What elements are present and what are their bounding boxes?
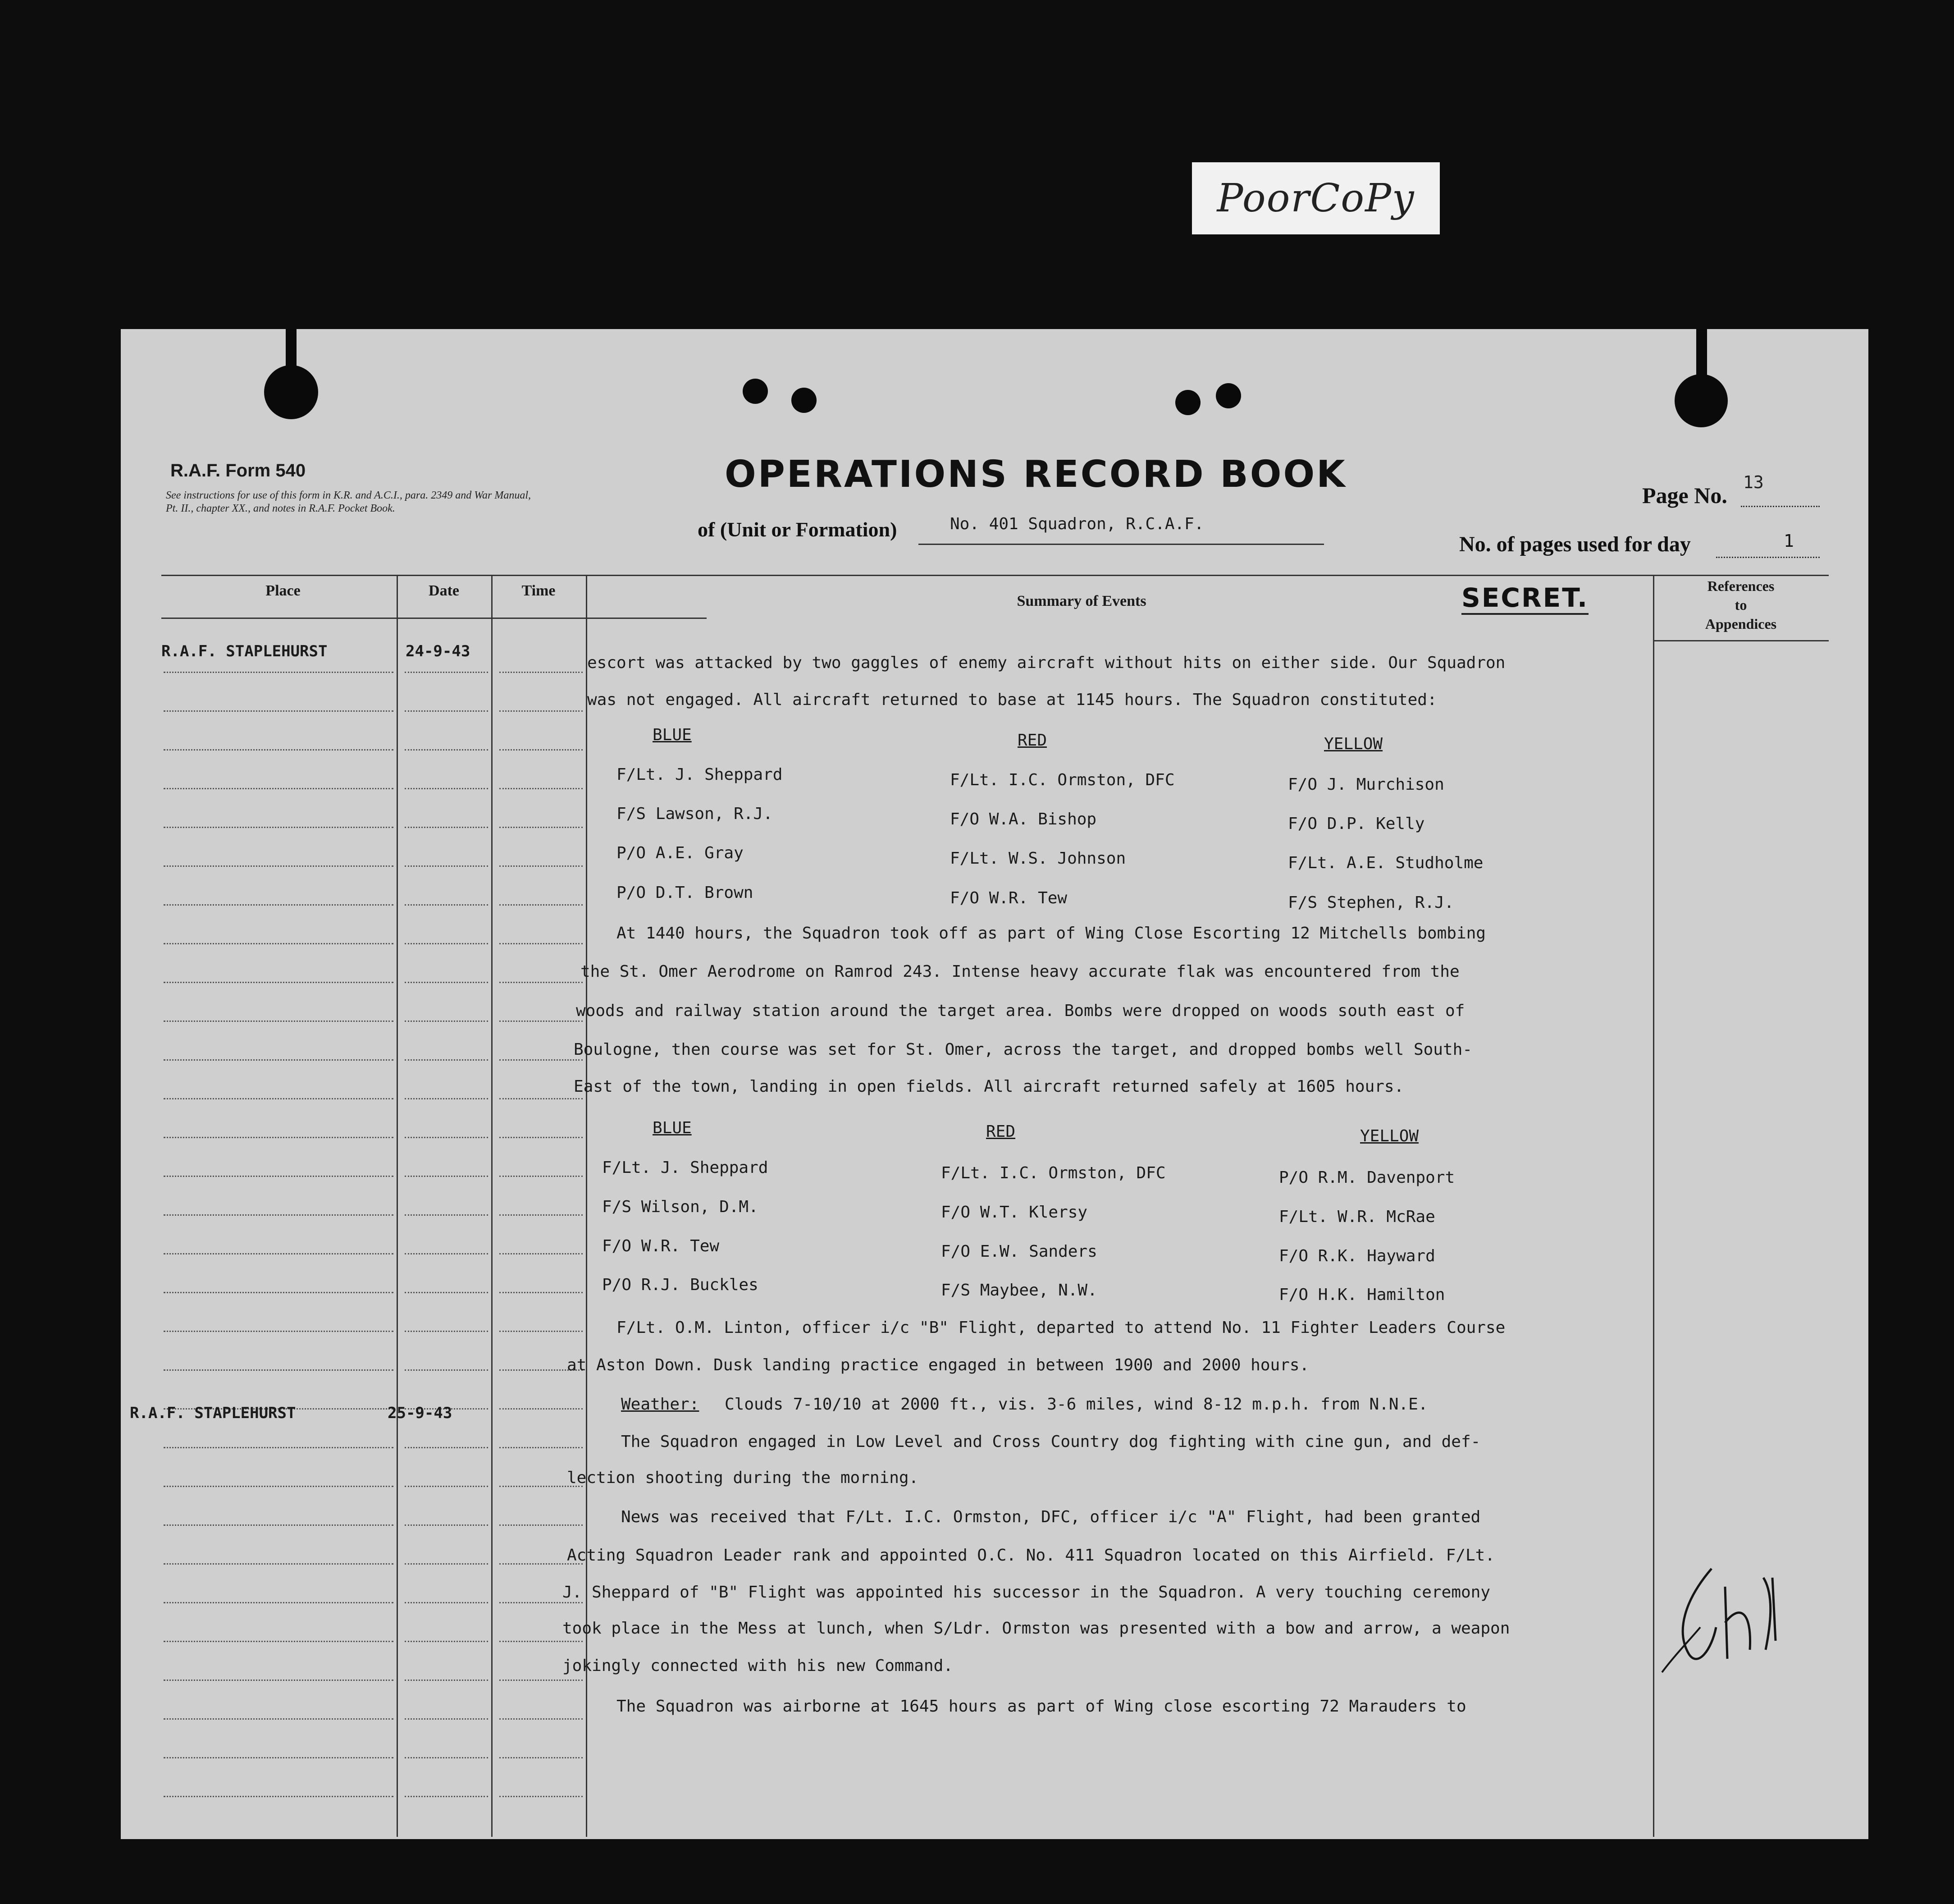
ruled-line [405,1602,488,1603]
page-number-value: 13 [1743,472,1764,492]
ruled-line [499,943,583,944]
ruled-line [164,1447,393,1448]
ruled-line [405,1563,488,1565]
unit-rule [918,544,1324,545]
ruled-line [164,1641,393,1642]
summary-line: At 1440 hours, the Squadron took off as part of Wing Close Escorting 12 Mitchells bombing [616,924,1486,943]
col-divider-time [586,575,587,1837]
ruled-line [405,1680,488,1681]
ruled-line [405,865,488,867]
form-instructions: See instructions for use of this form in K.R. and A.C.I., para. 2349 and War Manual, Pt. II., chapter XX., and notes in R.A.F. Pocket Book. [166,490,531,514]
ruled-line [405,1059,488,1061]
ruled-line [164,1292,393,1293]
ruled-line [499,1408,583,1410]
section-red: RED [986,1122,1016,1141]
summary-line: Clouds 7-10/10 at 2000 ft., vis. 3-6 miles, wind 8-12 m.p.h. from N.N.E. [725,1395,1428,1414]
ruled-line [405,1524,488,1526]
ruled-line [164,904,393,906]
summary-line: J. Sheppard of "B" Flight was appointed his successor in the Squadron. A very touching ceremony [562,1583,1491,1602]
ruled-line [405,788,488,789]
col-divider-date [491,575,493,1837]
ruled-line [405,1369,488,1371]
ruled-line [164,1718,393,1720]
ruled-line [405,943,488,944]
ruled-line [164,1059,393,1061]
roster-red: F/O W.T. Klersy [941,1203,1088,1222]
ruled-line [499,1447,583,1448]
ruled-line [164,672,393,673]
summary-line: The Squadron was airborne at 1645 hours as part of Wing close escorting 72 Marauders to [616,1697,1466,1716]
ruled-line [499,1021,583,1022]
section-blue: BLUE [653,726,692,744]
roster-yellow: P/O R.M. Davenport [1279,1168,1455,1187]
roster-blue: P/O D.T. Brown [616,883,753,902]
roster-yellow: F/S Stephen, R.J. [1288,893,1454,912]
ruled-line [499,1098,583,1099]
ruled-line [405,672,488,673]
ruled-line [499,1176,583,1177]
secret-stamp: SECRET. [1461,582,1589,615]
summary-line: Boulogne, then course was set for St. Omer, across the target, and dropped bombs well South- [574,1040,1472,1059]
roster-blue: F/S Lawson, R.J. [616,805,773,823]
col-head-date: Date [429,582,459,599]
ruled-line [499,1680,583,1681]
ruled-line [499,865,583,867]
entry-place: R.A.F. STAPLEHURST [161,642,328,660]
section-yellow: YELLOW [1324,735,1383,753]
summary-line: took place in the Mess at lunch, when S/Ldr. Ormston was presented with a bow and arrow, a weapon [562,1619,1510,1638]
ruled-line [164,943,393,944]
ruled-line [164,1253,393,1254]
punch-hole-left-tab [286,329,297,379]
roster-red: F/O W.R. Tew [950,889,1068,907]
ruled-line [499,982,583,983]
ruled-line [405,1214,488,1216]
weather-label: Weather: [621,1395,699,1414]
ruled-line [405,1796,488,1797]
ruled-line [164,1098,393,1099]
binder-dot [1216,383,1241,408]
ruled-line [499,827,583,828]
ruled-line [499,1796,583,1797]
ruled-line [164,1331,393,1332]
ruled-line [405,1486,488,1487]
ruled-line [499,1292,583,1293]
ruled-line [405,1641,488,1642]
roster-blue: F/Lt. J. Sheppard [602,1158,768,1177]
ruled-line [164,1757,393,1758]
summary-line: escort was attacked by two gaggles of enemy aircraft without hits on either side. Our Squadron [587,654,1506,672]
ruled-line [164,710,393,712]
ruled-line [405,1718,488,1720]
col-head-refs-2: to [1735,597,1747,613]
ruled-line [405,1098,488,1099]
ruled-line [405,982,488,983]
ruled-line [499,1253,583,1254]
roster-blue: P/O R.J. Buckles [602,1276,758,1294]
ruled-line [499,1718,583,1720]
summary-line: The Squadron engaged in Low Level and Cross Country dog fighting with cine gun, and def- [621,1433,1481,1451]
summary-line: News was received that F/Lt. I.C. Ormston, DFC, officer i/c "A" Flight, had been granted [621,1508,1481,1526]
ruled-line [164,982,393,983]
summary-line: the St. Omer Aerodrome on Ramrod 243. Intense heavy accurate flak was encountered from the [580,962,1460,981]
ruled-line [405,1021,488,1022]
roster-yellow: F/O J. Murchison [1288,775,1444,794]
ruled-line [164,1680,393,1681]
roster-yellow: F/Lt. A.E. Studholme [1288,854,1484,872]
ruled-line [405,1253,488,1254]
poor-copy-label: PoorCoPy [1192,162,1440,234]
ruled-line [164,749,393,751]
roster-blue: F/S Wilson, D.M. [602,1198,758,1216]
ruled-line [405,827,488,828]
roster-yellow: F/O H.K. Hamilton [1279,1286,1445,1304]
ruled-line [164,1214,393,1216]
ruled-line [164,1137,393,1138]
roster-red: F/O E.W. Sanders [941,1242,1097,1261]
table-header-rule [161,618,707,619]
roster-red: F/Lt. I.C. Ormston, DFC [941,1164,1166,1182]
summary-line: East of the town, landing in open fields. All aircraft returned safely at 1605 hours. [574,1077,1404,1096]
roster-yellow: F/O R.K. Hayward [1279,1247,1435,1265]
ruled-line [164,788,393,789]
binder-dot [791,388,817,413]
summary-line: jokingly connected with his new Command. [562,1657,953,1675]
col-head-place: Place [265,582,301,599]
ruled-line [164,827,393,828]
col-head-time: Time [521,582,556,599]
ruled-line [405,1176,488,1177]
summary-line: at Aston Down. Dusk landing practice engaged in between 1900 and 2000 hours. [567,1356,1310,1374]
binder-dot [1175,390,1201,415]
ruled-line [499,1602,583,1603]
summary-line: F/Lt. O.M. Linton, officer i/c "B" Flight, departed to attend No. 11 Fighter Leaders Course [616,1318,1506,1337]
handwritten-signature [1657,1560,1793,1695]
ruled-line [164,1796,393,1797]
ruled-line [164,865,393,867]
ruled-line [499,1059,583,1061]
section-blue: BLUE [653,1119,692,1137]
binder-dot [743,379,768,404]
roster-yellow: F/O D.P. Kelly [1288,815,1425,833]
ruled-line [405,710,488,712]
page-title: OPERATIONS RECORD BOOK [725,453,1347,496]
roster-blue: F/Lt. J. Sheppard [616,765,783,784]
ruled-line [164,1524,393,1526]
roster-blue: P/O A.E. Gray [616,844,744,862]
ruled-line [164,1602,393,1603]
ruled-line [499,672,583,673]
roster-red: F/S Maybee, N.W. [941,1281,1097,1300]
ruled-line [164,1021,393,1022]
table-top-rule [161,575,1829,576]
ruled-line [405,749,488,751]
roster-red: F/O W.A. Bishop [950,810,1097,828]
col-divider-refs [1653,575,1654,1837]
ruled-line [164,1486,393,1487]
roster-yellow: F/Lt. W.R. McRae [1279,1208,1435,1226]
col-head-summary: Summary of Events [1017,593,1146,609]
col-head-refs-1: References [1707,578,1775,594]
section-yellow: YELLOW [1360,1127,1419,1145]
pages-used-rule [1716,557,1820,558]
ruled-line [499,1524,583,1526]
entry-date: 25-9-43 [388,1404,452,1422]
unit-label: of (Unit or Formation) [698,518,897,541]
ruled-line [164,1563,393,1565]
punch-hole-right-tab [1696,329,1707,388]
record-sheet [121,329,1868,1839]
page-number-rule [1741,506,1820,507]
ruled-line [499,1757,583,1758]
pages-used-value: 1 [1784,531,1794,551]
ruled-line [164,1369,393,1371]
ruled-line [164,1176,393,1177]
entry-place: R.A.F. STAPLEHURST [130,1404,296,1422]
unit-value: No. 401 Squadron, R.C.A.F. [950,515,1204,533]
ruled-line [405,1137,488,1138]
ruled-line [499,1137,583,1138]
ruled-line [405,1757,488,1758]
col-divider-place [397,575,398,1837]
table-header-rule-right [1653,640,1829,641]
roster-red: F/Lt. I.C. Ormston, DFC [950,771,1175,789]
ruled-line [499,1331,583,1332]
ruled-line [499,1641,583,1642]
ruled-line [405,1292,488,1293]
summary-line: Acting Squadron Leader rank and appointed O.C. No. 411 Squadron located on this Airfield. F/Lt. [567,1546,1495,1565]
ruled-line [499,904,583,906]
ruled-line [499,788,583,789]
entry-date: 24-9-43 [406,642,470,660]
page-number-label: Page No. [1642,483,1727,508]
roster-blue: F/O W.R. Tew [602,1237,720,1255]
summary-line: lection shooting during the morning. [567,1469,919,1487]
ruled-line [499,710,583,712]
summary-line: was not engaged. All aircraft returned to base at 1145 hours. The Squadron constituted: [587,691,1437,709]
pages-used-label: No. of pages used for day [1459,532,1691,556]
col-head-refs-3: Appendices [1705,616,1777,632]
ruled-line [499,1214,583,1216]
ruled-line [405,1447,488,1448]
section-red: RED [1018,731,1047,750]
roster-red: F/Lt. W.S. Johnson [950,849,1126,868]
ruled-line [405,1331,488,1332]
form-number: R.A.F. Form 540 [170,461,306,481]
summary-line: woods and railway station around the target area. Bombs were dropped on woods south east of [576,1002,1465,1020]
ruled-line [405,904,488,906]
ruled-line [499,749,583,751]
